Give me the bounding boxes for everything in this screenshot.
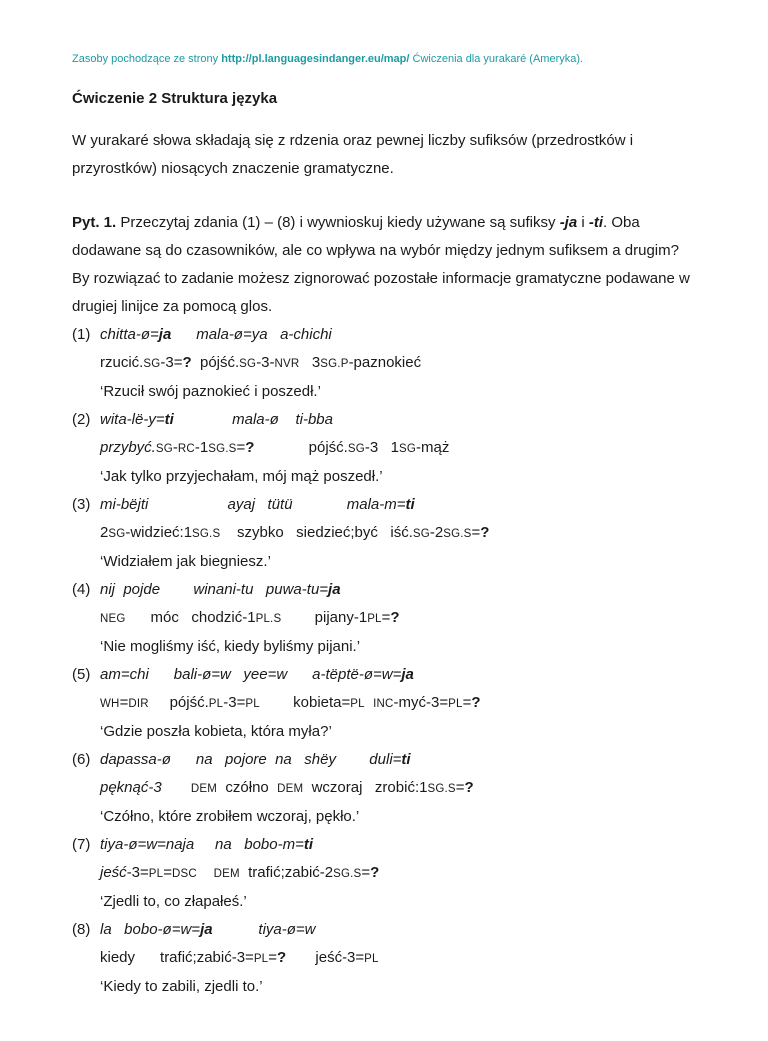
text-segment: PL — [208, 698, 224, 710]
text-segment: nij pojde winani-tu puwa-tu= — [100, 581, 329, 598]
example-lines — [100, 916, 696, 1001]
text-segment: -2 — [429, 524, 444, 541]
text-segment: NVR — [274, 358, 300, 370]
example-number: (8) — [72, 921, 91, 938]
example-translation-line: ‘Czółno, które zrobiłem wczoraj, pękło.’ — [100, 808, 360, 825]
text-segment: ? — [277, 949, 287, 966]
text-segment: -widzieć:1 — [125, 524, 193, 541]
exercise-title: Ćwiczenie 2 Struktura języka — [72, 90, 278, 107]
text-segment: PL — [253, 953, 269, 965]
text-segment: jeść-3= — [286, 949, 365, 966]
text-segment: SG — [155, 443, 173, 455]
text-segment: -1 — [194, 439, 209, 456]
question-1-paragraph — [72, 209, 696, 265]
text-segment: pójść. — [148, 694, 209, 711]
example-translation-line: ‘Kiedy to zabili, zjedli to.’ — [100, 978, 263, 995]
text-segment: SG — [412, 528, 430, 540]
text-segment: DEM — [190, 783, 218, 795]
text-segment: WH — [100, 698, 120, 710]
text-segment: pójść. — [191, 354, 240, 371]
text-segment: la bobo-ø=w= — [100, 921, 201, 938]
text-segment: SG — [239, 358, 257, 370]
example-gloss-line — [100, 604, 696, 633]
text-segment: ? — [480, 524, 490, 541]
example-number: (5) — [72, 666, 91, 683]
text-segment: -3= — [126, 864, 149, 881]
text-segment: . Oba dodawane są do czasowników, ale co wpływa na wybór między jednym sufiksem a drugim? — [72, 214, 679, 259]
text-segment: mala-ø=ya a-chichi — [171, 326, 332, 343]
text-segment: DIR — [128, 698, 149, 710]
text-segment: kiedy trafić;zabić-3= — [100, 949, 254, 966]
example-number: (2) — [72, 411, 91, 428]
text-segment: ? — [370, 864, 380, 881]
example-lines — [100, 746, 696, 831]
text-segment: PL — [245, 698, 260, 710]
example-source-line — [100, 916, 696, 944]
example-source-line — [100, 661, 696, 689]
text-segment: SG — [108, 528, 126, 540]
example-number: (3) — [72, 496, 91, 513]
text-segment: PL — [367, 613, 382, 625]
text-segment: RC — [177, 443, 195, 455]
example-source-line — [100, 831, 696, 859]
text-segment: PL.S — [255, 613, 282, 625]
text-segment: ja — [200, 921, 213, 938]
example-item — [72, 746, 696, 831]
text-segment: = — [163, 864, 173, 881]
example-lines — [100, 576, 696, 661]
text-segment: przybyć. — [100, 439, 156, 456]
examples-list — [72, 321, 696, 1001]
source-note — [72, 52, 696, 67]
text-segment: wita-lë-y= — [100, 411, 165, 428]
example-gloss-line — [100, 349, 696, 378]
text-segment: DSC — [172, 868, 197, 880]
example-gloss-line — [100, 859, 696, 888]
text-segment: ja — [158, 326, 172, 343]
text-segment: i — [577, 214, 589, 231]
text-segment: Przeczytaj zdania (1) – (8) i wywnioskuj kiedy używane są sufiksy — [116, 214, 560, 231]
text-segment — [365, 694, 373, 711]
text-segment: ti — [303, 836, 314, 853]
text-segment: jeść — [100, 864, 127, 881]
text-segment: ja — [401, 666, 414, 683]
text-segment: trafić;zabić-2 — [239, 864, 334, 881]
text-segment: Pyt. 1. — [72, 214, 117, 231]
text-segment: pójść. — [254, 439, 348, 456]
text-segment: NEG — [100, 613, 126, 625]
text-segment: SG.S — [192, 528, 221, 540]
text-segment: Ćwiczenia dla yurakaré (Ameryka). — [409, 53, 584, 65]
text-segment: -ti — [588, 214, 604, 231]
text-segment: rzucić. — [100, 354, 144, 371]
text-segment: -paznokieć — [348, 354, 422, 371]
example-number: (1) — [72, 326, 91, 343]
text-segment: SG.S — [427, 783, 456, 795]
text-segment: mi-bëjti ayaj tütü mala-m= — [100, 496, 406, 513]
text-segment: 2 — [100, 524, 109, 541]
text-segment: tiya-ø=w=naja na bobo-m= — [100, 836, 304, 853]
example-lines — [100, 491, 696, 576]
text-segment: INC — [373, 698, 394, 710]
text-segment: DEM — [213, 868, 240, 880]
text-segment: 3 — [299, 354, 321, 371]
text-segment: = — [236, 439, 246, 456]
text-segment: SG — [143, 358, 161, 370]
text-segment: ja — [328, 581, 341, 598]
text-segment: SG.S — [333, 868, 362, 880]
example-lines — [100, 406, 696, 491]
text-segment: Zasoby pochodzące ze strony — [72, 53, 222, 65]
text-segment — [197, 864, 214, 881]
text-segment: wczoraj zrobić:1 — [303, 779, 428, 796]
text-segment: PL — [148, 868, 164, 880]
example-source-line — [100, 491, 696, 519]
text-segment: -myć-3= — [393, 694, 449, 711]
text-segment: SG — [347, 443, 365, 455]
example-translation-line: ‘Zjedli to, co złapałeś.’ — [100, 893, 247, 910]
text-segment: kobieta= — [259, 694, 351, 711]
text-segment: ? — [182, 354, 192, 371]
text-segment: PL — [350, 698, 365, 710]
text-segment: = — [381, 609, 391, 626]
text-segment: móc chodzić-1 — [125, 609, 256, 626]
text-segment: -3- — [256, 354, 275, 371]
text-segment: tiya-ø=w — [212, 921, 316, 938]
hint-paragraph: By rozwiązać to zadanie możesz zignorować pozostałe informacje gramatyczne podawane w drugiej linijce za pomocą glos. — [72, 270, 690, 315]
example-item — [72, 491, 696, 576]
example-item — [72, 661, 696, 746]
text-segment: PL — [364, 953, 379, 965]
text-segment: dapassa-ø na pojore na shëy duli= — [100, 751, 402, 768]
text-segment: = — [455, 779, 465, 796]
text-segment: ti — [164, 411, 174, 428]
example-lines — [100, 831, 696, 916]
text-segment: szybko siedzieć;być iść. — [220, 524, 413, 541]
text-segment: ? — [464, 779, 474, 796]
example-lines — [100, 661, 696, 746]
example-source-line — [100, 746, 696, 774]
example-number: (6) — [72, 751, 91, 768]
example-translation-line: ‘Gdzie poszła kobieta, która myła?’ — [100, 723, 332, 740]
intro-paragraph: W yurakaré słowa składają się z rdzenia oraz pewnej liczby sufiksów (przedrostków i przyrostków) niosących znaczenie gramatyczne. — [72, 132, 634, 177]
example-translation-line: ‘Jak tylko przyjechałam, mój mąż poszedł.’ — [100, 468, 383, 485]
example-translation-line: ‘Rzucił swój paznokieć i poszedł.’ — [100, 383, 321, 400]
text-segment: - — [172, 439, 178, 456]
text-segment: ti — [405, 496, 415, 513]
example-item — [72, 831, 696, 916]
example-source-line — [100, 321, 696, 349]
example-gloss-line — [100, 689, 696, 718]
text-segment: ? — [390, 609, 400, 626]
text-segment: -3= — [160, 354, 183, 371]
text-segment: czółno — [217, 779, 278, 796]
example-source-line — [100, 576, 696, 604]
text-segment: = — [119, 694, 129, 711]
text-segment: = — [268, 949, 278, 966]
text-segment: am=chi bali-ø=w yee=w a-tëptë-ø=w= — [100, 666, 402, 683]
example-number: (4) — [72, 581, 91, 598]
text-segment: SG.S — [443, 528, 472, 540]
source-link[interactable]: http://pl.languagesindanger.eu/map/ — [221, 53, 410, 65]
text-segment: -3= — [223, 694, 246, 711]
example-gloss-line — [100, 774, 696, 803]
text-segment: chitta-ø= — [100, 326, 159, 343]
example-item — [72, 321, 696, 406]
text-segment: = — [471, 524, 481, 541]
text-segment: ? — [471, 694, 481, 711]
text-segment: -3 1 — [364, 439, 400, 456]
text-segment: -ja — [559, 214, 578, 231]
text-segment: mala-ø ti-bba — [173, 411, 333, 428]
example-source-line — [100, 406, 696, 434]
example-translation-line: ‘Nie mogliśmy iść, kiedy byliśmy pijani.’ — [100, 638, 361, 655]
example-number: (7) — [72, 836, 91, 853]
example-item — [72, 576, 696, 661]
example-lines — [100, 321, 696, 406]
example-translation-line: ‘Widziałem jak biegniesz.’ — [100, 553, 271, 570]
example-gloss-line — [100, 519, 696, 548]
example-gloss-line — [100, 944, 696, 973]
text-segment: = — [462, 694, 472, 711]
example-gloss-line — [100, 434, 696, 463]
text-segment: -mąż — [416, 439, 450, 456]
text-segment: ? — [245, 439, 255, 456]
text-segment: = — [361, 864, 371, 881]
example-item — [72, 916, 696, 1001]
text-segment: SG.P — [320, 358, 349, 370]
example-item — [72, 406, 696, 491]
text-segment: ti — [401, 751, 411, 768]
text-segment: SG.S — [208, 443, 237, 455]
text-segment: PL — [448, 698, 463, 710]
text-segment: SG — [399, 443, 417, 455]
text-segment: pęknąć-3 — [100, 779, 162, 796]
text-segment: DEM — [277, 783, 304, 795]
text-segment: pijany-1 — [281, 609, 368, 626]
text-segment — [162, 779, 191, 796]
